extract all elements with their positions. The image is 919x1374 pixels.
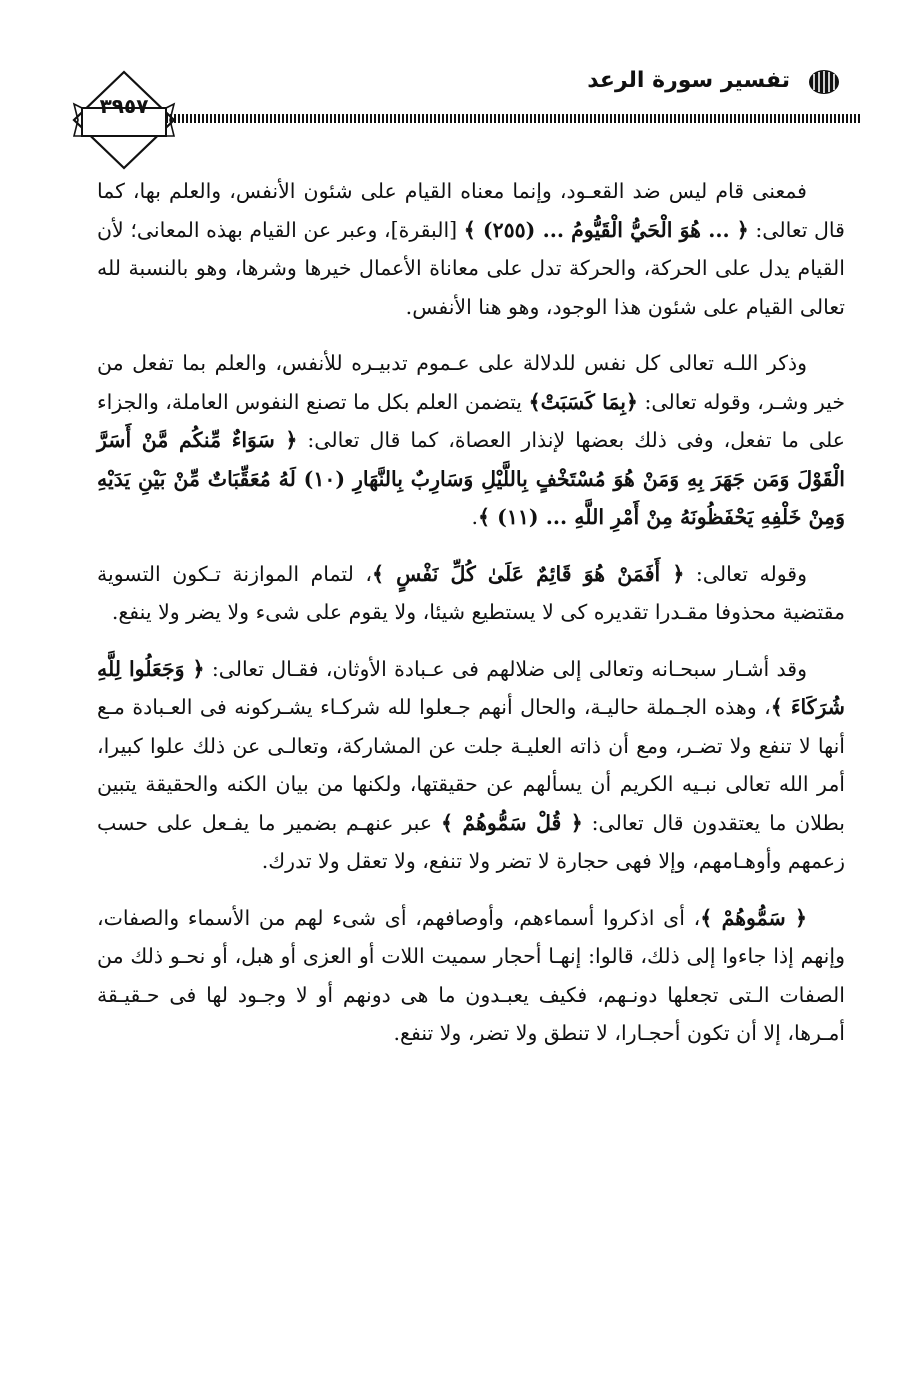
text-segment: عبر عنهـم بضمير ما يفـعل على حسب زعمهم وأوهـامهم، وإلا فهى حجارة لا تضر ولا تنفع، ولا تعقل ولا تدرك. [97, 810, 845, 873]
quran-verse: ﴿بِمَا كَسَبَتْ﴾ [528, 389, 638, 414]
page-number-badge-icon [70, 70, 178, 170]
flower-ornament-icon [806, 68, 842, 96]
surah-title: تفسير سورة الرعد [587, 68, 790, 93]
page-number: ٣٩٥٧ [99, 94, 149, 118]
text-segment: . [471, 505, 479, 529]
quran-verse: ﴿ أَفَمَنْ هُوَ قَائِمٌ عَلَىٰ كُلِّ نَفْسٍ ﴾ [371, 561, 685, 586]
text-segment: وقد أشـار سبحـانه وتعالى إلى ضلالهم فى عـبادة الأوثان، فقـال تعالى: [204, 656, 807, 681]
quran-verse: ﴿ سَوَاءٌ مِّنكُم مَّنْ أَسَرَّ الْقَوْلَ وَمَن جَهَرَ بِهِ وَمَنْ هُوَ مُسْتَخْفٍ بِاللَّيْلِ وَسَارِبٌ بِالنَّهَارِ (١٠) لَهُ مُعَقِّبَاتٌ مِّنْ بَيْنِ يَدَيْهِ وَمِنْ خَلْفِهِ يَحْفَظُونَهُ مِنْ أَمْرِ اللَّهِ ... (١١) ﴾ [97, 428, 845, 529]
text-segment: يتضمن العلم بكل ما تصنع النفوس العاملة، والجزاء على ما تفعل، وفى ذلك بعضها لإنذار العصاة، كما قال تعالى: [97, 389, 845, 452]
paragraph [97, 172, 845, 326]
commentary-text [97, 172, 845, 1071]
quran-verse: ﴿ وَجَعَلُوا لِلَّهِ شُرَكَاءَ ﴾ [97, 656, 845, 719]
text-segment: وذكر اللـه تعالى كل نفس للدلالة على عـموم تدبيـره للأنفس، والعلم بما تفعل من خير وشـر، وقوله تعالى: [97, 351, 846, 414]
text-segment: ، أى اذكروا أسماءهم، وأوصافهم، أى شىء لهم من الأسماء والصفات، وإنهم إذا جاءوا إلى ذلك، قالوا: إنهـا أحجار سميت اللات أو العزى أو هبل، أو نحـو ذلك من الصفات الـتى تجعلها دونـهم، فكيف يعبـدون ما هى دونهم أو لا وجـود لها فى حـقيـقة أمـرها، إلا أن تكون أحجـارا، لا تنطق ولا تضر، ولا تنفع. [97, 905, 845, 1045]
text-segment: فمعنى قام ليس ضد القعـود، وإنما معناه القيام على شئون الأنفس، والعلم بها، كما قال تعالى: [97, 179, 845, 242]
paragraph [97, 650, 845, 881]
quran-verse: ﴿ ... هُوَ الْحَيُّ الْقَيُّومُ ... (٢٥٥) ﴾ [463, 217, 749, 242]
paragraph [97, 555, 845, 632]
page-header [70, 58, 860, 168]
text-segment: ، وهذه الجـملة حاليـة، والحال أنهم جـعلوا لله شركـاء يشـركونه فى العـبادة مـع أنها لا تنفع ولا تضـر، ومع أن ذاته العليـة جلت عن المشاركة، وتعالـى عن ذلك علوا كبيرا، أمر الله تعالى نبـيه الكريم أن يسألهم عن حقيقتها، ولكنها من بيان الكنه والحقيقة يتبين بطلان ما يعتقدون قال تعالى: [97, 695, 845, 835]
paragraph [97, 344, 845, 537]
text-segment: [البقرة]، وعبر عن القيام بهذه المعانى؛ لأن القيام يدل على الحركة، والحركة تدل على معاناة الأعمال خيرها وشرها، وهو بالنسبة لله تعالى القيام على شئون هذا الوجود، وهو هنا الأنفس. [97, 217, 845, 319]
header-rule [158, 114, 860, 123]
paragraph [97, 899, 845, 1053]
quran-verse: ﴿ قُلْ سَمُّوهُمْ ﴾ [440, 810, 583, 835]
text-segment: ، لتمام الموازنة تـكون التسوية مقتضية محذوفا مقـدرا تقديره كى لا يستطيع شيئا، ولا يقوم على شىء ولا يضر ولا ينفع. [97, 561, 845, 624]
quran-verse: ﴿ سَمُّوهُمْ ﴾ [700, 905, 807, 930]
text-segment: وقوله تعالى: [684, 561, 807, 586]
